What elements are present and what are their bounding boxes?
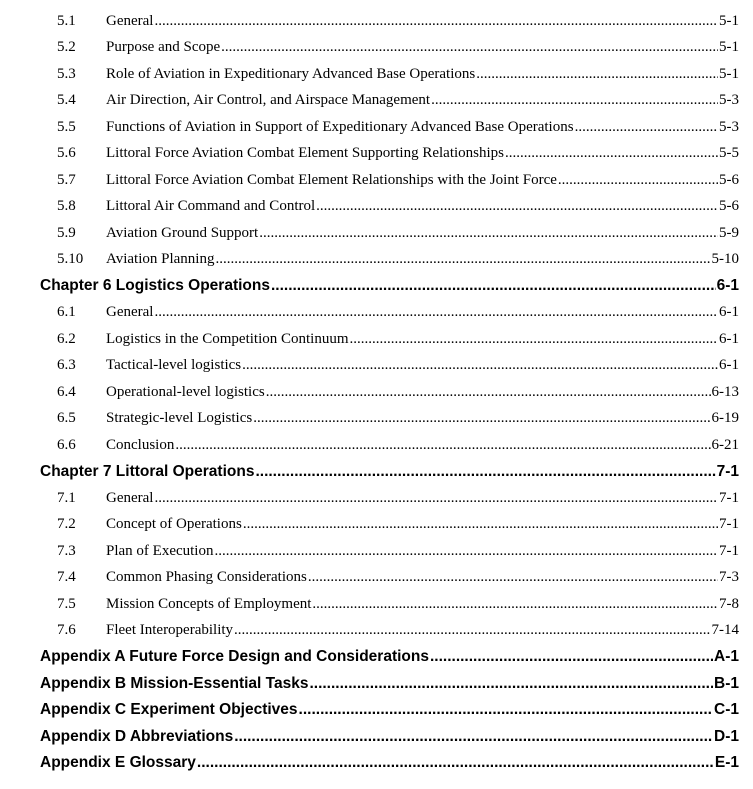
page-number: 7-3 (719, 569, 739, 586)
toc-section-row[interactable] (0, 326, 753, 353)
toc-section-row[interactable] (0, 8, 753, 35)
section-number: 7.5 (57, 595, 76, 612)
dot-leader (308, 569, 718, 586)
dot-leader (309, 675, 713, 693)
dot-leader (476, 66, 718, 83)
section-title: Purpose and Scope (106, 39, 221, 56)
section-number: 7.2 (57, 516, 76, 533)
dot-leader (234, 728, 713, 746)
page-number: 7-1 (719, 516, 739, 533)
toc-section-row[interactable] (0, 353, 753, 380)
section-number: 7.1 (57, 489, 76, 506)
section-title: General (106, 489, 154, 506)
table-of-contents (0, 8, 753, 777)
section-title: Littoral Force Aviation Combat Element Supporting Relationships (106, 145, 505, 162)
dot-leader (154, 490, 718, 507)
toc-heading-row[interactable] (0, 724, 753, 751)
section-title: Conclusion (106, 436, 175, 453)
dot-leader (154, 304, 718, 321)
toc-section-row[interactable] (0, 379, 753, 406)
toc-entry (106, 357, 739, 374)
section-title: Tactical-level logistics (106, 357, 242, 374)
toc-entry (106, 145, 739, 162)
section-title: Air Direction, Air Control, and Airspace Management (106, 92, 431, 109)
section-number: 5.1 (57, 12, 76, 29)
toc-section-row[interactable] (0, 300, 753, 327)
dot-leader (242, 357, 718, 374)
section-number: 6.4 (57, 383, 76, 400)
dot-leader (558, 172, 718, 189)
section-title: Role of Aviation in Expeditionary Advanced Base Operations (106, 65, 476, 82)
toc-entry (106, 410, 739, 427)
toc-heading-row[interactable] (0, 459, 753, 486)
section-number: 5.7 (57, 171, 76, 188)
toc-entry (106, 596, 739, 613)
toc-entry (40, 701, 739, 719)
dot-leader (197, 754, 714, 772)
section-number: 6.1 (57, 304, 76, 321)
heading-title: Chapter 7 Littoral Operations (40, 462, 255, 480)
heading-title: Chapter 6 Logistics Operations (40, 277, 270, 295)
page-number: 5-10 (711, 251, 739, 268)
page-number: 5-1 (719, 39, 739, 56)
toc-entry (106, 304, 739, 321)
section-title: General (106, 12, 154, 29)
section-title: Strategic-level Logistics (106, 410, 253, 427)
page-number: 7-8 (719, 595, 739, 612)
section-number: 5.6 (57, 145, 76, 162)
heading-title: Appendix D Abbreviations (40, 727, 234, 745)
toc-heading-row[interactable] (0, 671, 753, 698)
section-title: General (106, 304, 154, 321)
section-number: 5.2 (57, 39, 76, 56)
section-title: Mission Concepts of Employment (106, 595, 312, 612)
page-number: 7-1 (719, 542, 739, 559)
dot-leader (299, 701, 713, 719)
section-number: 5.5 (57, 118, 76, 135)
toc-section-row[interactable] (0, 35, 753, 62)
section-title: Concept of Operations (106, 516, 242, 533)
toc-entry (40, 648, 739, 666)
page-number: 6-1 (719, 357, 739, 374)
section-title: Common Phasing Considerations (106, 569, 307, 586)
dot-leader (255, 463, 715, 481)
section-number: 5.9 (57, 224, 76, 241)
toc-section-row[interactable] (0, 406, 753, 433)
dot-leader (316, 198, 718, 215)
section-number: 5.3 (57, 65, 76, 82)
section-number: 5.10 (57, 251, 84, 268)
toc-entry (106, 172, 739, 189)
dot-leader (243, 516, 718, 533)
dot-leader (575, 119, 718, 136)
dot-leader (350, 331, 719, 348)
page-number: 5-9 (719, 224, 739, 241)
toc-section-row[interactable] (0, 618, 753, 645)
toc-entry (106, 13, 739, 30)
section-title: Plan of Execution (106, 542, 214, 559)
section-title: Fleet Interoperability (106, 622, 234, 639)
toc-heading-row[interactable] (0, 273, 753, 300)
toc-entry (106, 39, 739, 56)
heading-title: Appendix C Experiment Objectives (40, 701, 298, 719)
page-number: 6-1 (719, 330, 739, 347)
page-number: 5-3 (719, 118, 739, 135)
toc-section-row[interactable] (0, 512, 753, 539)
page-number: 7-14 (711, 622, 739, 639)
section-title: Aviation Planning (106, 251, 215, 268)
toc-section-row[interactable] (0, 61, 753, 88)
dot-leader (271, 277, 716, 295)
page-number: 6-1 (719, 304, 739, 321)
section-title: Operational-level logistics (106, 383, 265, 400)
toc-heading-row[interactable] (0, 750, 753, 777)
page-number: 5-1 (719, 65, 739, 82)
dot-leader (266, 384, 711, 401)
dot-leader (154, 13, 718, 30)
toc-section-row[interactable] (0, 141, 753, 168)
toc-entry (40, 277, 739, 295)
toc-section-row[interactable] (0, 432, 753, 459)
toc-section-row[interactable] (0, 247, 753, 274)
section-number: 7.3 (57, 542, 76, 559)
page-number: 6-19 (711, 410, 739, 427)
page-number: 6-21 (711, 436, 739, 453)
page-number: D-1 (714, 727, 739, 745)
toc-section-row[interactable] (0, 591, 753, 618)
page-number: E-1 (714, 754, 739, 772)
toc-entry (106, 622, 739, 639)
section-number: 7.6 (57, 622, 76, 639)
toc-entry (106, 516, 739, 533)
toc-entry (106, 543, 739, 560)
toc-heading-row[interactable] (0, 644, 753, 671)
section-number: 5.8 (57, 198, 76, 215)
toc-entry (106, 225, 739, 242)
page-number: A-1 (714, 648, 739, 666)
dot-leader (312, 596, 718, 613)
toc-entry (40, 675, 739, 693)
dot-leader (253, 410, 710, 427)
toc-section-row[interactable] (0, 485, 753, 512)
page-number: B-1 (714, 674, 739, 692)
heading-title: Appendix B Mission-Essential Tasks (40, 674, 309, 692)
toc-section-row[interactable] (0, 538, 753, 565)
toc-entry (106, 198, 739, 215)
section-title: Logistics in the Competition Continuum (106, 330, 349, 347)
page-number: 7-1 (716, 462, 739, 480)
toc-entry (106, 490, 739, 507)
toc-section-row[interactable] (0, 565, 753, 592)
page-number: 6-13 (711, 383, 739, 400)
page-number: 6-1 (716, 277, 739, 295)
dot-leader (221, 39, 718, 56)
section-number: 7.4 (57, 569, 76, 586)
section-number: 6.3 (57, 357, 76, 374)
page-number: C-1 (714, 701, 739, 719)
toc-entry (106, 92, 739, 109)
toc-entry (40, 463, 739, 481)
section-title: Functions of Aviation in Support of Expeditionary Advanced Base Operations (106, 118, 574, 135)
toc-section-row[interactable] (0, 194, 753, 221)
page-number: 5-6 (719, 171, 739, 188)
section-number: 6.6 (57, 436, 76, 453)
toc-entry (106, 66, 739, 83)
dot-leader (215, 251, 710, 268)
page-number: 5-6 (719, 198, 739, 215)
dot-leader (175, 437, 710, 454)
toc-entry (106, 384, 739, 401)
section-number: 6.2 (57, 330, 76, 347)
section-number: 5.4 (57, 92, 76, 109)
page-number: 5-1 (719, 12, 739, 29)
toc-entry (106, 569, 739, 586)
dot-leader (430, 648, 713, 666)
page-number: 5-5 (719, 145, 739, 162)
section-number: 6.5 (57, 410, 76, 427)
toc-section-row[interactable] (0, 167, 753, 194)
toc-entry (40, 754, 739, 772)
toc-section-row[interactable] (0, 114, 753, 141)
page-number: 5-3 (719, 92, 739, 109)
toc-heading-row[interactable] (0, 697, 753, 724)
dot-leader (259, 225, 718, 242)
dot-leader (505, 145, 718, 162)
heading-title: Appendix E Glossary (40, 754, 196, 772)
section-title: Littoral Force Aviation Combat Element Relationships with the Joint Force (106, 171, 557, 188)
toc-entry (106, 437, 739, 454)
heading-title: Appendix A Future Force Design and Considerations (40, 648, 429, 666)
toc-section-row[interactable] (0, 220, 753, 247)
toc-entry (106, 119, 739, 136)
dot-leader (431, 92, 718, 109)
dot-leader (214, 543, 718, 560)
section-title: Littoral Air Command and Control (106, 198, 316, 215)
toc-section-row[interactable] (0, 88, 753, 115)
toc-entry (106, 331, 739, 348)
section-title: Aviation Ground Support (106, 224, 259, 241)
toc-entry (106, 251, 739, 268)
dot-leader (234, 622, 710, 639)
toc-entry (40, 728, 739, 746)
page-number: 7-1 (719, 489, 739, 506)
